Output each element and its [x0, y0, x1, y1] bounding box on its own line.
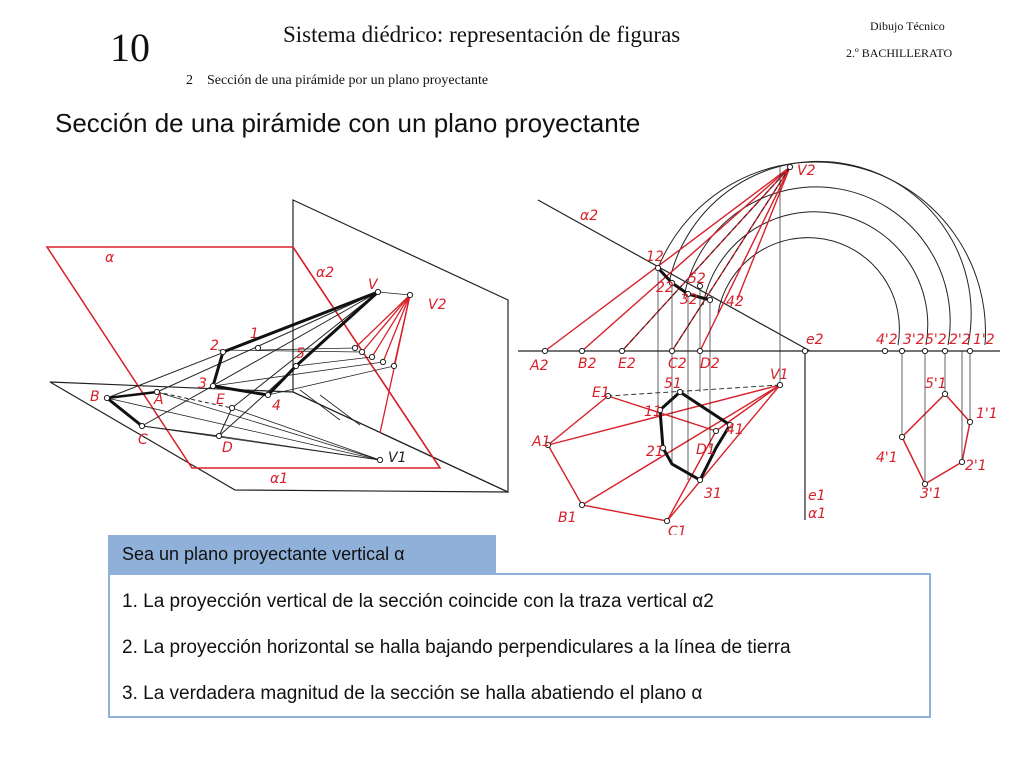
label-alpha1-proj: α1 — [808, 506, 827, 522]
label-2p2: 2'2 — [949, 332, 971, 348]
slide-title: Sección de una pirámide con un plano proyectante — [55, 108, 641, 138]
plane-alpha — [47, 247, 440, 468]
course-label: 2.º BACHILLERATO — [846, 46, 953, 60]
label-12: 12 — [646, 249, 664, 265]
label-B1: B1 — [558, 510, 577, 526]
dihedral-projections — [518, 161, 1000, 535]
trace-alpha2 — [538, 200, 810, 351]
label-2p1: 2'1 — [965, 458, 987, 474]
label-C2: C2 — [668, 356, 687, 372]
perspective-points — [104, 289, 412, 462]
rotation-arcs — [658, 161, 985, 345]
label-31: 31 — [704, 486, 722, 502]
header-subtitle — [186, 73, 488, 89]
label-D2: D2 — [700, 356, 720, 372]
label-e2: e2 — [806, 332, 824, 348]
label-D: D — [222, 440, 233, 456]
steps-box — [108, 573, 931, 718]
label-point-2: 2 — [210, 338, 219, 354]
label-A1: A1 — [532, 434, 551, 450]
label-1p1: 1'1 — [976, 406, 998, 422]
label-V: V — [368, 277, 378, 293]
geometry-drawings — [0, 150, 1024, 535]
label-point-4: 4 — [272, 398, 281, 414]
label-A2: A2 — [530, 358, 549, 374]
label-V1-proj: V1 — [770, 367, 789, 383]
label-3p1: 3'1 — [920, 486, 942, 502]
true-shape — [902, 394, 970, 484]
label-D1: D1 — [696, 442, 716, 458]
intro-tab: Sea un plano proyectante vertical α — [108, 535, 496, 573]
label-51: 51 — [664, 376, 682, 392]
pyramid-elevation — [545, 167, 790, 351]
label-alpha2-proj: α2 — [580, 208, 599, 224]
label-A: A — [154, 392, 164, 408]
label-22: 22 — [656, 280, 674, 296]
label-alpha1: α1 — [270, 471, 289, 487]
step-3: 3. La verdadera magnitud de la sección se halla abatiendo el plano α — [122, 683, 703, 704]
label-e1: e1 — [808, 488, 826, 504]
label-4p2: 4'2 — [876, 332, 898, 348]
label-point-5: 5 — [296, 346, 305, 362]
subtitle-number: 2 — [186, 73, 193, 88]
step-2: 2. La proyección horizontal se halla bajando perpendiculares a la línea de tierra — [122, 637, 791, 658]
label-11: 11 — [644, 404, 662, 420]
label-E2: E2 — [618, 356, 636, 372]
label-C: C — [138, 432, 148, 448]
label-21: 21 — [646, 444, 664, 460]
label-alpha: α — [105, 250, 115, 266]
header-title: Sistema diédrico: representación de figuras — [283, 22, 681, 47]
label-E1: E1 — [592, 385, 610, 401]
label-E: E — [216, 392, 225, 408]
unit-number: 10 — [110, 25, 150, 70]
perspective-figure — [47, 200, 508, 492]
vertical-plane — [293, 200, 508, 492]
label-5p1: 5'1 — [925, 376, 947, 392]
label-V2-proj: V2 — [797, 163, 816, 179]
label-point-1: 1 — [250, 326, 259, 342]
label-52: 52 — [688, 271, 706, 287]
label-32: 32 — [680, 292, 698, 308]
projection-lines — [107, 292, 410, 460]
label-C1: C1 — [668, 524, 687, 535]
label-4p1: 4'1 — [876, 450, 898, 466]
label-1p2: 1'2 — [973, 332, 995, 348]
label-41: 41 — [726, 422, 744, 438]
subject-label: Dibujo Técnico — [870, 19, 945, 33]
label-42: 42 — [726, 294, 744, 310]
label-5p2: 5'2 — [925, 332, 947, 348]
projectors — [658, 167, 780, 480]
label-B2: B2 — [578, 356, 597, 372]
subtitle-text: Sección de una pirámide por un plano proyectante — [207, 73, 489, 88]
label-alpha2: α2 — [316, 265, 335, 281]
label-point-3: 3 — [198, 376, 207, 392]
label-B: B — [90, 389, 100, 405]
label-V2: V2 — [428, 297, 447, 313]
label-3p2: 3'2 — [903, 332, 925, 348]
label-V1: V1 — [388, 450, 407, 466]
section-polygon — [213, 292, 378, 395]
step-1: 1. La proyección vertical de la sección coincide con la traza vertical α2 — [122, 591, 714, 612]
